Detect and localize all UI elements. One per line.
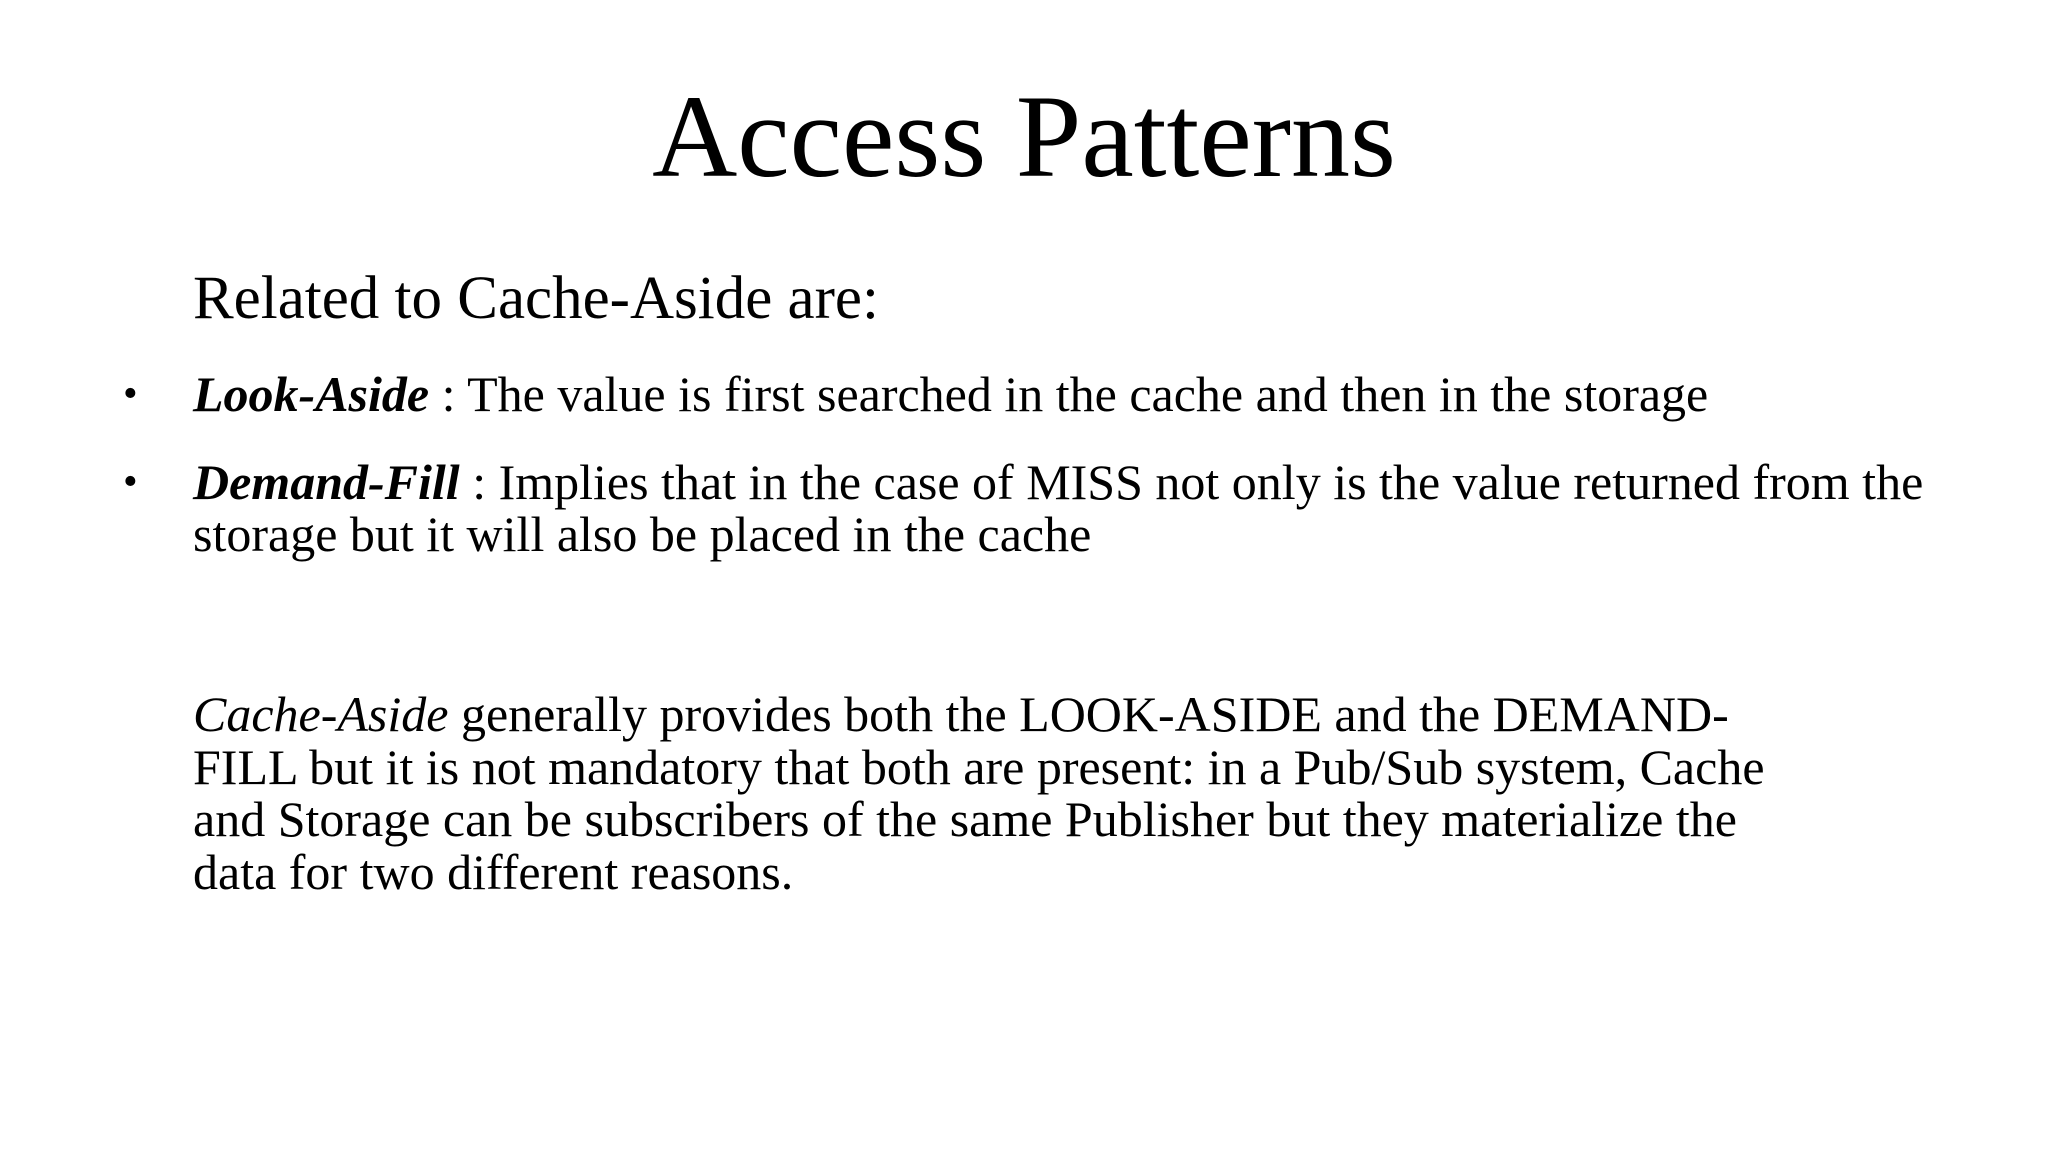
paragraph-line-1 [193, 688, 1983, 741]
slide-title: Access Patterns [652, 71, 1396, 202]
term-look-aside: Look-Aside [193, 366, 430, 422]
cache-aside-paragraph [193, 688, 1983, 898]
bullet-marker: • [123, 459, 138, 505]
paragraph-line-4: data for two different reasons. [193, 843, 794, 900]
term-cache-aside: Cache-Aside [193, 686, 449, 742]
intro-text: Related to Cache-Aside are: [193, 265, 879, 332]
paragraph-line-2: FILL but it is not mandatory that both are present: in a Pub/Sub system, Cache [193, 738, 1765, 795]
bullet-marker: • [123, 371, 138, 417]
paragraph-line-1-text: generally provides both the LOOK-ASIDE and the DEMAND- [448, 686, 1729, 742]
bullet-look-aside-text: : The value is first searched in the cache and then in the storage [429, 366, 1709, 422]
bullet-demand-fill-text: : Implies that in the case of MISS not only is the value returned from the storage but it will also be placed in the cache [193, 454, 1924, 562]
paragraph-line-3: and Storage can be subscribers of the same Publisher but they materialize the [193, 791, 1737, 847]
bullet-look-aside [123, 366, 1983, 422]
bullet-demand-fill [123, 454, 1983, 562]
term-demand-fill: Demand-Fill [193, 454, 460, 510]
